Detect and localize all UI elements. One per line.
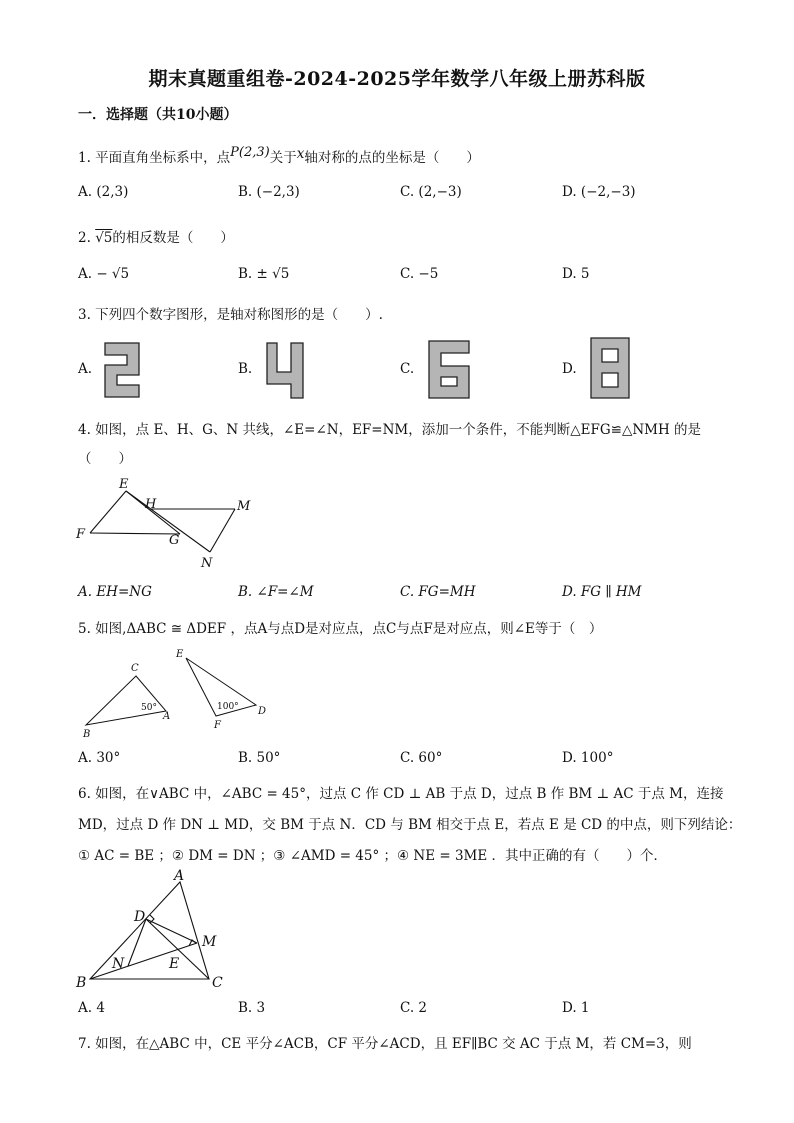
section-heading: 一．选择题（共10小题）: [78, 107, 238, 123]
q6-option-a[interactable]: A. 4: [78, 1000, 105, 1016]
question-3: 3. 下列四个数字图形，是轴对称图形的是（ ）.: [78, 307, 383, 323]
digit-2-figure: [104, 342, 140, 398]
q6-label-n: N: [112, 956, 125, 972]
q5-option-b[interactable]: B. 50°: [238, 750, 281, 766]
q1-text-c: 轴对称的点的坐标是（ ）: [304, 150, 480, 166]
q2-option-d[interactable]: D. 5: [562, 266, 590, 282]
q4-label-f: F: [76, 527, 86, 542]
q4-option-a[interactable]: A. EH=NG: [78, 584, 152, 600]
q4-label-n: N: [201, 556, 213, 571]
q5-angle-100: 100°: [217, 702, 239, 712]
question-4-line-1: 4. 如图，点 E、H、G、N 共线，∠E=∠N，EF=NM，添加一个条件，不能判断△EFG≌△NMH 的是: [78, 422, 702, 438]
q6-option-b[interactable]: B. 3: [238, 1000, 266, 1016]
q4-label-m: M: [237, 499, 251, 514]
q2-text: 的相反数是（ ）: [112, 230, 234, 246]
q1-option-b[interactable]: B. (−2,3): [238, 184, 300, 200]
q5-label-a: A: [163, 711, 171, 722]
q1-point: P(2,3): [230, 145, 270, 160]
q4-option-d[interactable]: D. FG ∥ HM: [562, 584, 642, 600]
question-5: 5. 如图,ΔABC ≅ ΔDEF ，点A与点D是对应点，点C与点F是对应点，则∠E等于（ ）: [78, 621, 603, 637]
q1-option-a[interactable]: A. (2,3): [78, 184, 129, 200]
q5-option-d[interactable]: D. 100°: [562, 750, 614, 766]
q4-option-c[interactable]: C. FG=MH: [400, 584, 476, 600]
question-6-line-1: 6. 如图，在∨ABC 中，∠ABC = 45°，过点 C 作 CD ⊥ AB 于点 D，过点 B 作 BM ⊥ AC 于点 M，连接: [78, 786, 724, 802]
q5-angle-50: 50°: [141, 703, 157, 713]
question-6-line-2: MD，过点 D 作 DN ⊥ MD，交 BM 于点 N．CD 与 BM 相交于点 E，若点 E 是 CD 的中点，则下列结论：: [78, 817, 742, 833]
digit-8-figure: [590, 337, 630, 399]
q1-option-d[interactable]: D. (−2,−3): [562, 184, 636, 200]
q5-option-c[interactable]: C. 60°: [400, 750, 443, 766]
q2-option-a[interactable]: A. − √5: [78, 266, 130, 282]
q3-option-b[interactable]: B.: [238, 361, 253, 377]
q1-option-c[interactable]: C. (2,−3): [400, 184, 462, 200]
q5-label-b: B: [83, 729, 91, 739]
q1-text-b: 关于: [269, 150, 297, 166]
q5-label-e: E: [176, 649, 184, 660]
q2-option-c[interactable]: C. −5: [400, 266, 439, 282]
q5-option-a[interactable]: A. 30°: [78, 750, 121, 766]
q5-label-c: C: [131, 663, 139, 674]
q6-label-b: B: [76, 975, 87, 991]
q6-option-d[interactable]: D. 1: [562, 1000, 590, 1016]
question-4-line-2: （ ）: [78, 451, 132, 467]
q4-option-b[interactable]: B. ∠F=∠M: [238, 584, 314, 600]
q6-option-c[interactable]: C. 2: [400, 1000, 428, 1016]
q2-radical: √5: [95, 230, 113, 246]
digit-6-figure: [428, 340, 470, 399]
question-7: 7. 如图，在△ABC 中，CE 平分∠ACB，CF 平分∠ACD，且 EF∥BC 交 AC 于点 M，若 CM=3，则: [78, 1036, 692, 1052]
q4-figure: [70, 476, 270, 572]
q5-label-f: F: [214, 720, 221, 731]
question-2: [78, 226, 234, 246]
q6-label-c: C: [212, 975, 223, 991]
q6-label-e: E: [169, 956, 180, 972]
question-1: [78, 146, 480, 166]
q6-label-m: M: [202, 934, 217, 950]
q6-figure: [72, 868, 242, 992]
q2-number: 2.: [78, 230, 91, 246]
q6-label-d: D: [134, 909, 146, 925]
q3-option-a[interactable]: A.: [78, 361, 93, 377]
q4-label-h: H: [145, 497, 157, 512]
q6-label-a: A: [174, 868, 185, 884]
question-6-line-3: ① AC = BE ；② DM = DN ；③ ∠AMD = 45° ；④ NE = 3ME ．其中正确的有（ ）个．: [78, 848, 668, 864]
page-title: 期末真题重组卷-2024-2025学年数学八年级上册苏科版: [148, 68, 646, 90]
q4-label-e: E: [119, 477, 129, 492]
q3-option-d[interactable]: D.: [562, 361, 577, 377]
q3-option-c[interactable]: C.: [400, 361, 415, 377]
q5-label-d: D: [258, 706, 267, 717]
q5-figure: [78, 643, 278, 739]
digit-4-figure: [266, 342, 304, 399]
q4-label-g: G: [169, 533, 180, 548]
q1-text-a: 1. 平面直角坐标系中，点: [78, 150, 231, 166]
q2-option-b[interactable]: B. ± √5: [238, 266, 290, 282]
q1-axis: x: [296, 146, 305, 162]
